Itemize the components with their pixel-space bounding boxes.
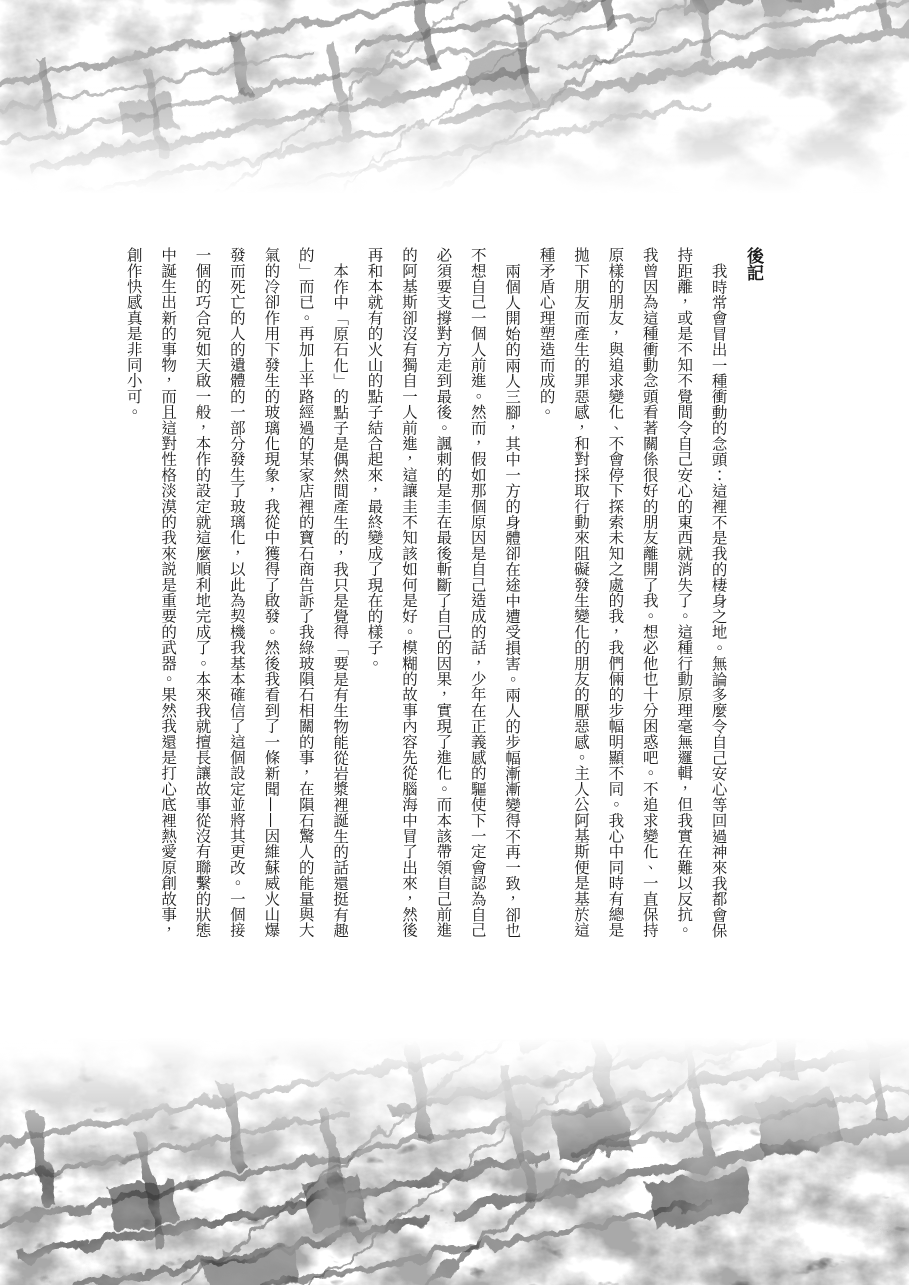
grunge-texture-top-image bbox=[0, 0, 909, 208]
afterword-paragraph: 兩個人開始的兩人三腳，其中一方的身體卻在途中遭受損害。兩人的步幅漸漸變得不再一致，卻也不想自己一個人前進。然而，假如那個原因是自己造成的話，少年在正義感的驅使下一定會認為自己必須要支撐對方走到最後。諷刺的是圭在最後斬斷了自己的因果，實現了進化。而本該帶領自己前進的阿基斯卻沒有獨自一人前進，這讓圭不知該如何是好。模糊的故事內容先從腦海中冒了出來，然後再和本就有的火山的點子結合起來，最終變成了現在的樣子。 bbox=[365, 247, 522, 938]
afterword-paragraph: 我時常會冒出一種衝動的念頭：這裡不是我的棲身之地。無論多麼令自己安心等回過神來我都會保持距離，或是不知不覺間令自己安心的東西就消失了。這種行動原理毫無邏輯，但我實在難以反抗。我曾因為這種衝動念頭看著關係很好的朋友離開了我。想必他也十分困惑吧。不追求變化、一直保持原樣的朋友，與追求變化、不會停下探索未知之處的我，我們倆的步幅明顯不同。我心中同時有總是拋下朋友而產生的罪惡感，和對採取行動來阻礙發生變化的朋友的厭惡感。主人公阿基斯便是基於這種矛盾心理塑造而成的。 bbox=[537, 247, 728, 938]
afterword-paragraph: 本作中「原石化」的點子是偶然間產生的，我只是覺得「要是有生物能從岩漿裡誕生的話還挺有趣的」而已。再加上半路經過的某家店裡的寶石商告訴了我綠玻隕石相關的事，在隕石驚人的能量與大氣的冷卻作用下發生的玻璃化現象，我從中獲得了啟發。然後我看到了一條新聞——因維蘇威火山爆發而死亡的人的遺體的一部分發生了玻璃化，以此為契機我基本確信了這個設定並將其更改。一個接一個的巧合宛如天啟一般，本作的設定就這麼順利地完成了。本來我就擅長讓故事從沒有聯繫的狀態中誕生出新的事物，而且這對性格淡漠的我來説是重要的武器。果然我還是打心底裡熱愛原創故事，創作快感真是非同小可。 bbox=[124, 247, 350, 938]
afterword-text-block bbox=[112, 247, 770, 940]
grunge-texture-bottom-image bbox=[0, 1033, 909, 1285]
afterword-title: 後記 bbox=[743, 247, 763, 282]
